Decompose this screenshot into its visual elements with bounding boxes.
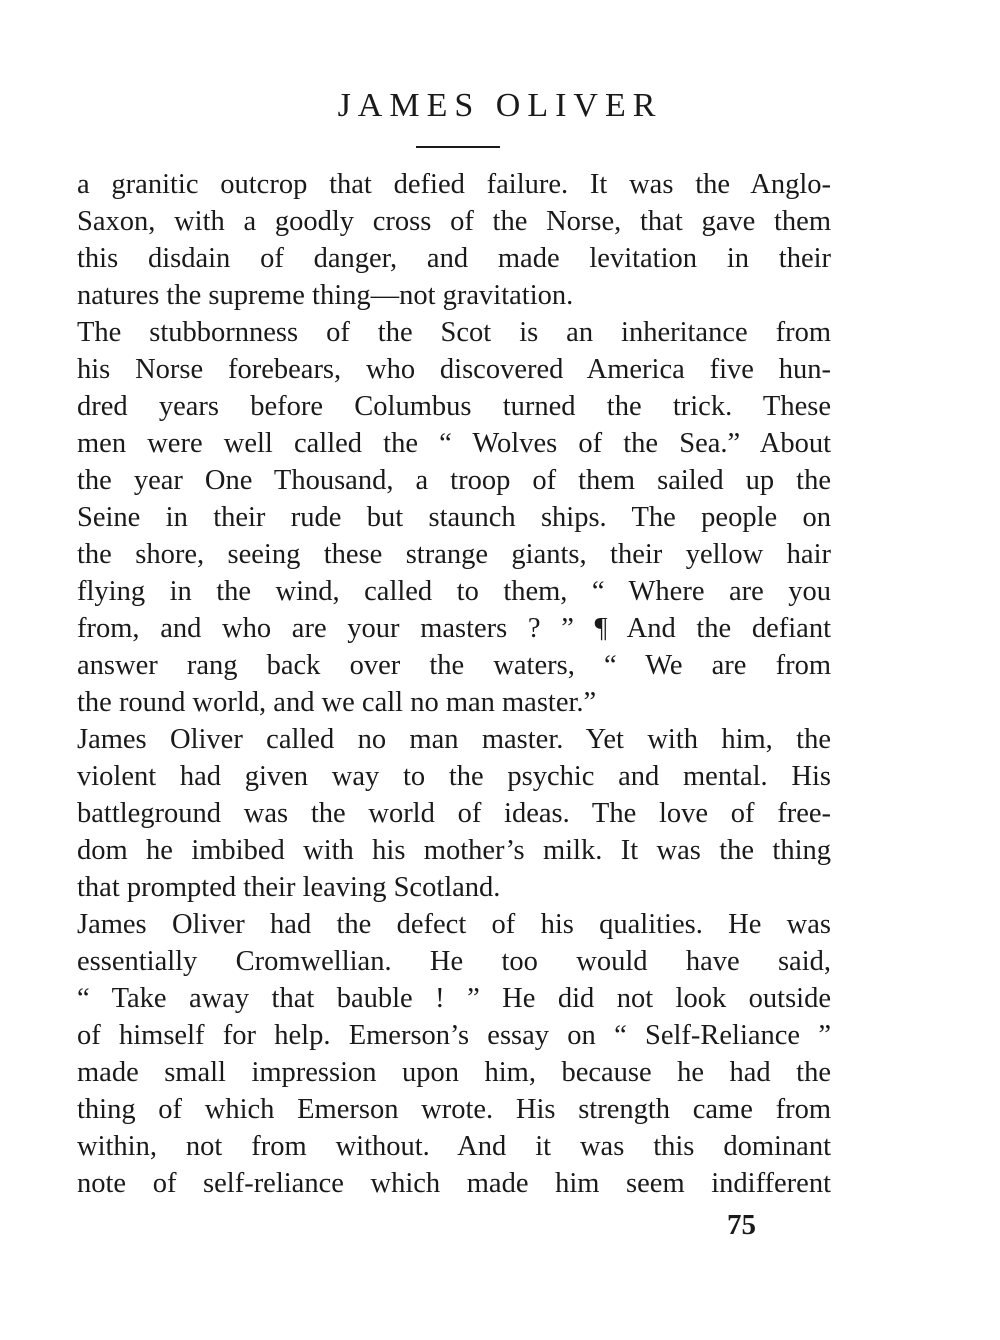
text-line: the round world, and we call no man master.”	[77, 687, 597, 718]
text-line: flying in the wind, called to them, “ Where are you	[77, 576, 831, 607]
text-line: violent had given way to the psychic and mental. His	[77, 761, 831, 792]
running-head-title: JAMES OLIVER	[337, 87, 663, 124]
text-line: his Norse forebears, who discovered America five hun-	[77, 354, 831, 385]
text-line: natures the supreme thing—not gravitation.	[77, 280, 574, 311]
header-rule	[416, 146, 500, 148]
text-line: Saxon, with a goodly cross of the Norse, that gave them	[77, 206, 831, 237]
text-line: essentially Cromwellian. He too would have said,	[77, 946, 831, 977]
text-line: the year One Thousand, a troop of them sailed up the	[77, 465, 831, 496]
text-line: answer rang back over the waters, “ We are from	[77, 650, 831, 681]
text-line: made small impression upon him, because he had the	[77, 1057, 831, 1088]
text-line: note of self-reliance which made him seem indifferent	[77, 1168, 831, 1199]
text-line: dom he imbibed with his mother’s milk. It was the thing	[77, 835, 831, 866]
text-line: Seine in their rude but staunch ships. The people on	[77, 502, 831, 533]
text-line: “ Take away that bauble ! ” He did not look outside	[77, 983, 831, 1014]
text-line: a granitic outcrop that defied failure. It was the Anglo-	[77, 169, 831, 200]
text-line: the shore, seeing these strange giants, their yellow hair	[77, 539, 831, 570]
text-line: battleground was the world of ideas. The love of free-	[77, 798, 831, 829]
text-line: of himself for help. Emerson’s essay on “ Self-Reliance ”	[77, 1020, 831, 1051]
text-line: James Oliver called no man master. Yet with him, the	[77, 724, 831, 755]
text-line: thing of which Emerson wrote. His strength came from	[77, 1094, 831, 1125]
text-line: The stubbornness of the Scot is an inheritance from	[77, 317, 831, 348]
body-text	[77, 166, 831, 1202]
text-line: within, not from without. And it was this dominant	[77, 1131, 831, 1162]
text-line: that prompted their leaving Scotland.	[77, 872, 501, 903]
text-line: James Oliver had the defect of his qualities. He was	[77, 909, 831, 940]
text-line: this disdain of danger, and made levitation in their	[77, 243, 831, 274]
page-number: 75	[727, 1209, 756, 1241]
text-line: from, and who are your masters ? ” ¶ And the defiant	[77, 613, 831, 644]
text-line: men were well called the “ Wolves of the Sea.” About	[77, 428, 831, 459]
text-line: dred years before Columbus turned the trick. These	[77, 391, 831, 422]
